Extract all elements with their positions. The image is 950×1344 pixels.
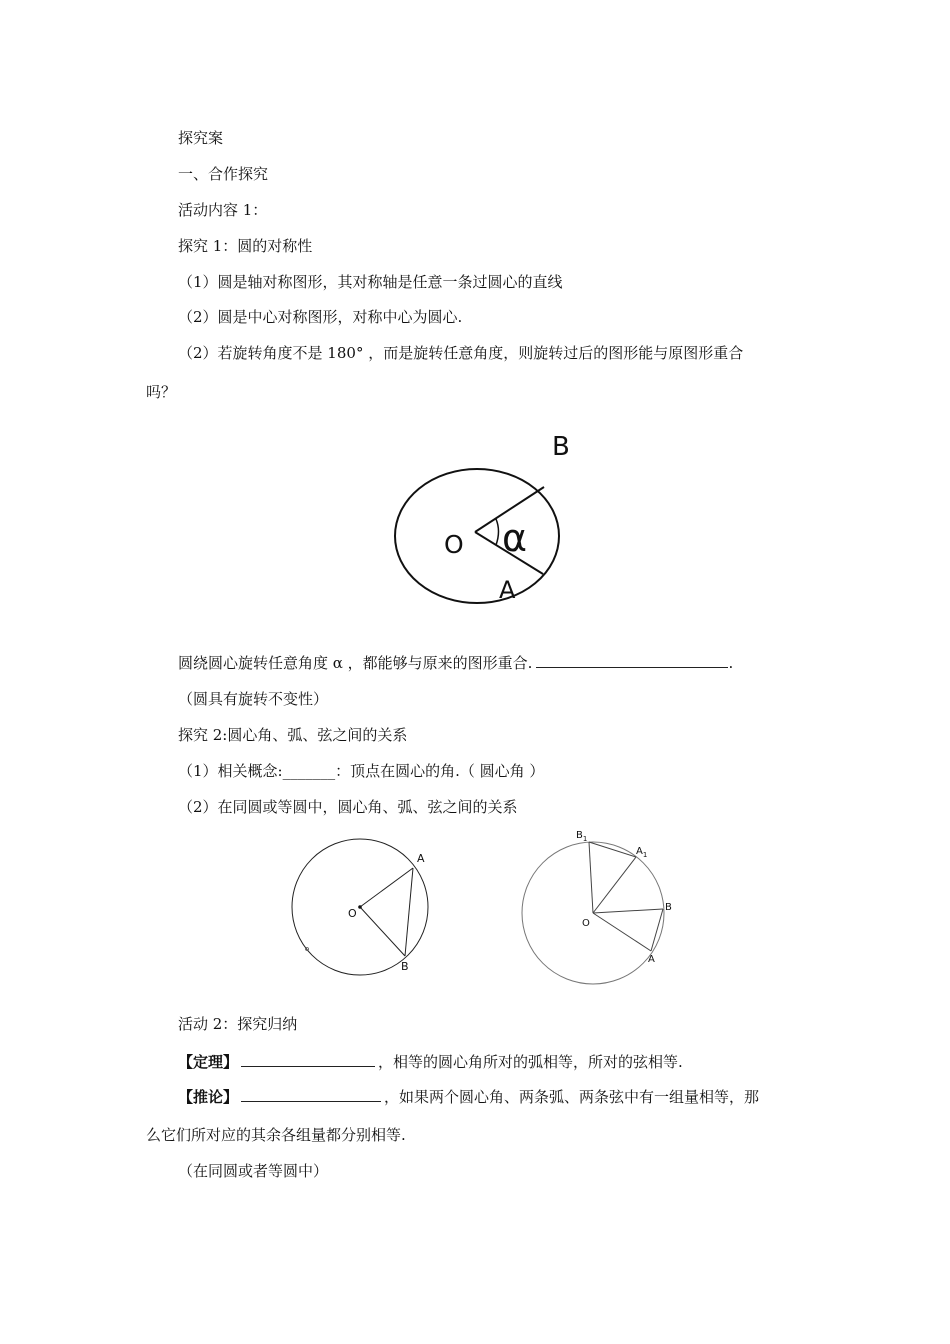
- label-alpha: α: [502, 516, 528, 560]
- activity-1-title: 活动内容 1：: [178, 201, 268, 219]
- label-b: B: [552, 432, 570, 462]
- rotation-note: （圆具有旋转不变性）: [178, 690, 329, 708]
- label-o: O: [348, 907, 357, 920]
- label-o: O: [582, 918, 590, 929]
- label-o: O: [444, 530, 464, 559]
- corollary-line: [178, 1087, 759, 1107]
- corollary-line-2: 么它们所对应的其余各组量都分别相等.: [146, 1126, 406, 1144]
- angle-arc: [496, 519, 499, 545]
- label-a: A: [417, 852, 425, 865]
- label-a: A: [648, 954, 655, 965]
- explore-2-item-1: [178, 761, 544, 781]
- explore-2-title: 探究 2:圆心角、弧、弦之间的关系: [178, 726, 408, 744]
- concept-suffix: ：顶点在圆心的角.（ 圆心角 ）: [335, 762, 545, 780]
- label-a1: $A_1$: [636, 846, 648, 859]
- corollary-blank[interactable]: [241, 1087, 381, 1102]
- theorem-text: ，相等的圆心角所对的弧相等，所对的弦相等.: [378, 1053, 683, 1071]
- rotation-dot: .: [728, 654, 734, 672]
- figure-central-angle: [285, 838, 445, 978]
- heading: 探究案: [178, 129, 224, 147]
- figure-rotation-circle: [380, 425, 600, 615]
- theorem-tag: 【定理】: [178, 1053, 239, 1071]
- radius-oa1: [593, 857, 636, 913]
- explore-1-item-3: （2）若旋转角度不是 180° ，而是旋转任意角度，则旋转过后的图形能与原图形重合: [178, 344, 744, 362]
- explore-2-item-2: （2）在同圆或等圆中，圆心角、弧、弦之间的关系: [178, 798, 518, 816]
- radius-ob1: [589, 842, 593, 913]
- radius-ob: [593, 909, 663, 913]
- explore-1-title: 探究 1：圆的对称性: [178, 237, 313, 255]
- figure-equal-angles: [515, 826, 685, 986]
- label-b1: $B_1$: [576, 830, 588, 843]
- section-title: 一、合作探究: [178, 165, 269, 183]
- label-b: B: [401, 960, 409, 973]
- radius-oa: [593, 913, 651, 951]
- label-a: A: [499, 576, 516, 604]
- radius-oa: [360, 868, 413, 907]
- radius-ob: [360, 907, 405, 956]
- chord-ab: [405, 868, 413, 956]
- explore-1-item-3-cont: 吗？: [146, 383, 177, 401]
- explore-1-item-1: （1）圆是轴对称图形，其对称轴是任意一条过圆心的直线: [178, 273, 563, 291]
- circle: [395, 469, 559, 603]
- explore-1-item-2: （2）圆是中心对称图形，对称中心为圆心.: [178, 308, 463, 326]
- answer-blank[interactable]: [536, 653, 728, 668]
- theorem-blank[interactable]: [241, 1052, 375, 1067]
- concept-blank[interactable]: _______: [282, 762, 336, 780]
- activity-2-title: 活动 2：探究归纳: [178, 1015, 298, 1033]
- same-circle-note: （在同圆或者等圆中）: [178, 1162, 329, 1180]
- concept-prefix: （1）相关概念:: [178, 762, 283, 780]
- corollary-tag: 【推论】: [178, 1088, 239, 1106]
- rotation-statement: [178, 653, 733, 673]
- rotation-text: 圆绕圆心旋转任意角度 α ，都能够与原来的图形重合.: [178, 654, 533, 672]
- label-b: B: [665, 902, 672, 913]
- theorem-line: [178, 1052, 683, 1072]
- corollary-text: ，如果两个圆心角、两条弧、两条弦中有一组量相等，那: [384, 1088, 760, 1106]
- center-point: [358, 905, 362, 909]
